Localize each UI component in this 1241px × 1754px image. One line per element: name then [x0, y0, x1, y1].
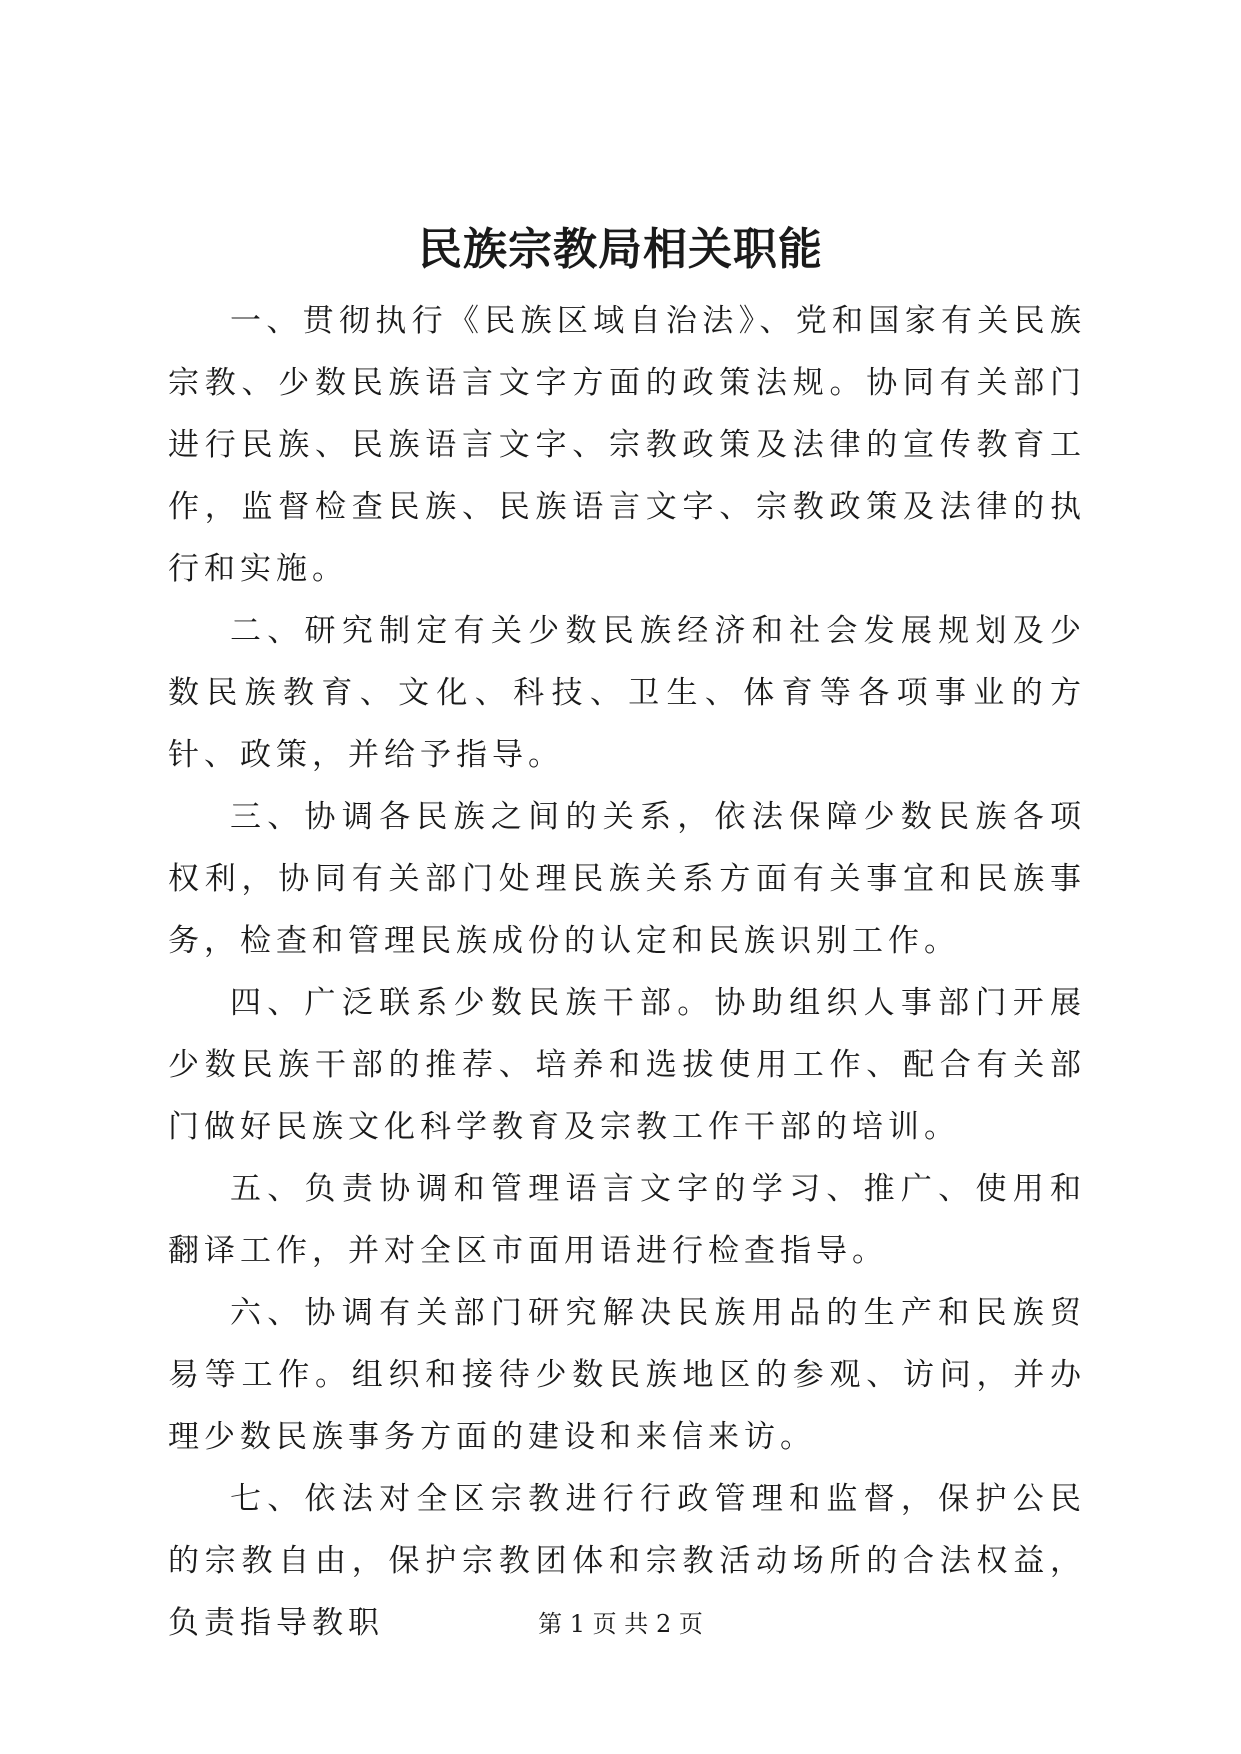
paragraph-5: 五、负责协调和管理语言文字的学习、推广、使用和翻译工作，并对全区市面用语进行检查指导。	[168, 1171, 1086, 1269]
paragraph-2: 二、研究制定有关少数民族经济和社会发展规划及少数民族教育、文化、科技、卫生、体育等各项事业的方针、政策，并给予指导。	[168, 613, 1086, 773]
page-number-footer: 第 1 页 共 2 页	[538, 1610, 703, 1638]
document-title: 民族宗教局相关职能	[418, 224, 823, 275]
paragraph-1: 一、贯彻执行《民族区域自治法》、党和国家有关民族宗教、少数民族语言文字方面的政策法规。协同有关部门进行民族、民族语言文字、宗教政策及法律的宣传教育工作，监督检查民族、民族语言文字、宗教政策及法律的执行和实施。	[168, 303, 1086, 587]
paragraph-4: 四、广泛联系少数民族干部。协助组织人事部门开展少数民族干部的推荐、培养和选拔使用工作、配合有关部门做好民族文化科学教育及宗教工作干部的培训。	[168, 985, 1086, 1145]
paragraph-7: 七、依法对全区宗教进行行政管理和监督，保护公民的宗教自由，保护宗教团体和宗教活动场所的合法权益，负责指导教职	[168, 1481, 1086, 1641]
paragraph-3: 三、协调各民族之间的关系，依法保障少数民族各项权利，协同有关部门处理民族关系方面有关事宜和民族事务，检查和管理民族成份的认定和民族识别工作。	[168, 799, 1086, 959]
paragraph-6: 六、协调有关部门研究解决民族用品的生产和民族贸易等工作。组织和接待少数民族地区的参观、访问，并办理少数民族事务方面的建设和来信来访。	[168, 1295, 1086, 1455]
document-body	[168, 290, 1086, 1654]
